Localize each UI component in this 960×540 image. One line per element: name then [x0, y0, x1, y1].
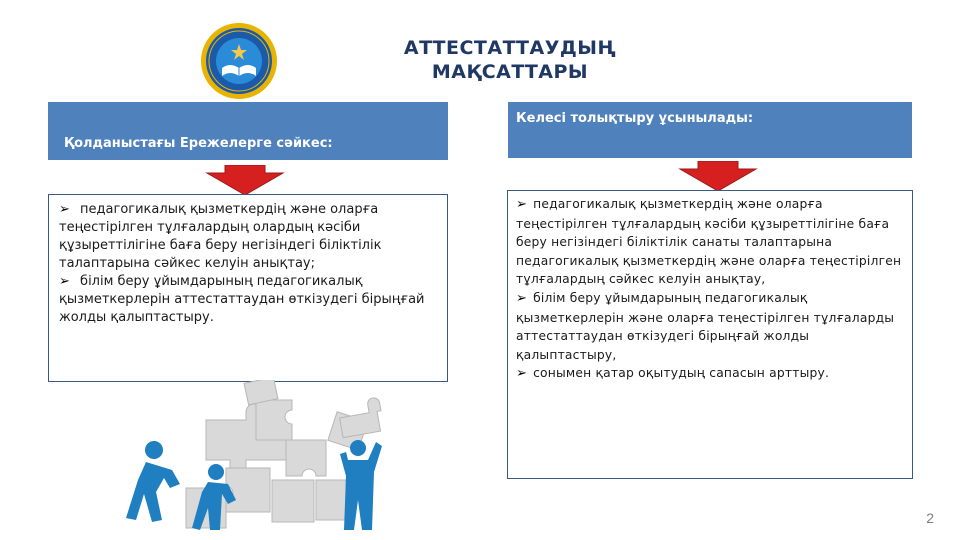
list-item	[59, 273, 437, 327]
arrow-bullet-icon: ➢	[59, 202, 70, 217]
right-panel-header	[508, 102, 912, 158]
ministry-emblem-icon	[200, 22, 278, 100]
puzzle-people-illustration	[96, 380, 396, 538]
list-item	[516, 289, 904, 364]
arrow-bullet-icon: ➢	[516, 290, 528, 306]
arrow-bullet-icon: ➢	[59, 274, 70, 289]
left-panel-header	[48, 102, 448, 160]
arrow-bullet-icon: ➢	[516, 197, 528, 212]
list-item	[516, 195, 904, 289]
arrow-bullet-icon: ➢	[516, 366, 528, 382]
title-line-2: МАҚСАТТАРЫ	[431, 61, 589, 83]
list-item-text: сонымен қатар оқытудың сапасын арттыру.	[533, 366, 830, 381]
down-arrow-icon	[205, 165, 285, 195]
page-number: 2	[926, 510, 934, 526]
left-panel-header-label: Қолданыстағы Ережелерге сәйкес:	[64, 136, 333, 151]
list-item	[516, 364, 904, 384]
page-title	[330, 36, 690, 84]
right-panel-header-label: Келесі толықтыру ұсынылады:	[516, 111, 754, 126]
list-item-text: білім беру ұйымдарының педагогикалық қызметкерлерін аттестаттаудан өткізудегі бірыңғай жолды қалыптастыру.	[59, 274, 425, 325]
list-item-text: білім беру ұйымдарының педагогикалық қызметкерлерін және оларға теңестірілген тұлғаларды аттестаттаудан өткізудегі бірыңғай жолды қалыптастыру,	[516, 290, 895, 362]
left-content-box	[48, 194, 448, 382]
right-content-box	[507, 190, 913, 479]
list-item-text: педагогикалық қызметкердің және оларға теңестірілген тұлғалардың олардың кәсіби құзыреттілігіне баға беру негізіндегі біліктілік талаптарына сәйкес келуін анықтау;	[59, 202, 382, 271]
title-line-1: АТТЕСТАТТАУДЫҢ	[403, 37, 617, 59]
down-arrow-icon	[678, 161, 758, 191]
list-item-text: педагогикалық қызметкердің және оларға теңестірілген тұлғалардың кәсіби құзыреттілігіне баға беру негізіндегі біліктілік санаты талаптарына педагогикалық қызметкердің және оларға теңестірілген тұлғалардың сәйкес келуін анықтау,	[516, 197, 902, 287]
list-item	[59, 201, 437, 273]
